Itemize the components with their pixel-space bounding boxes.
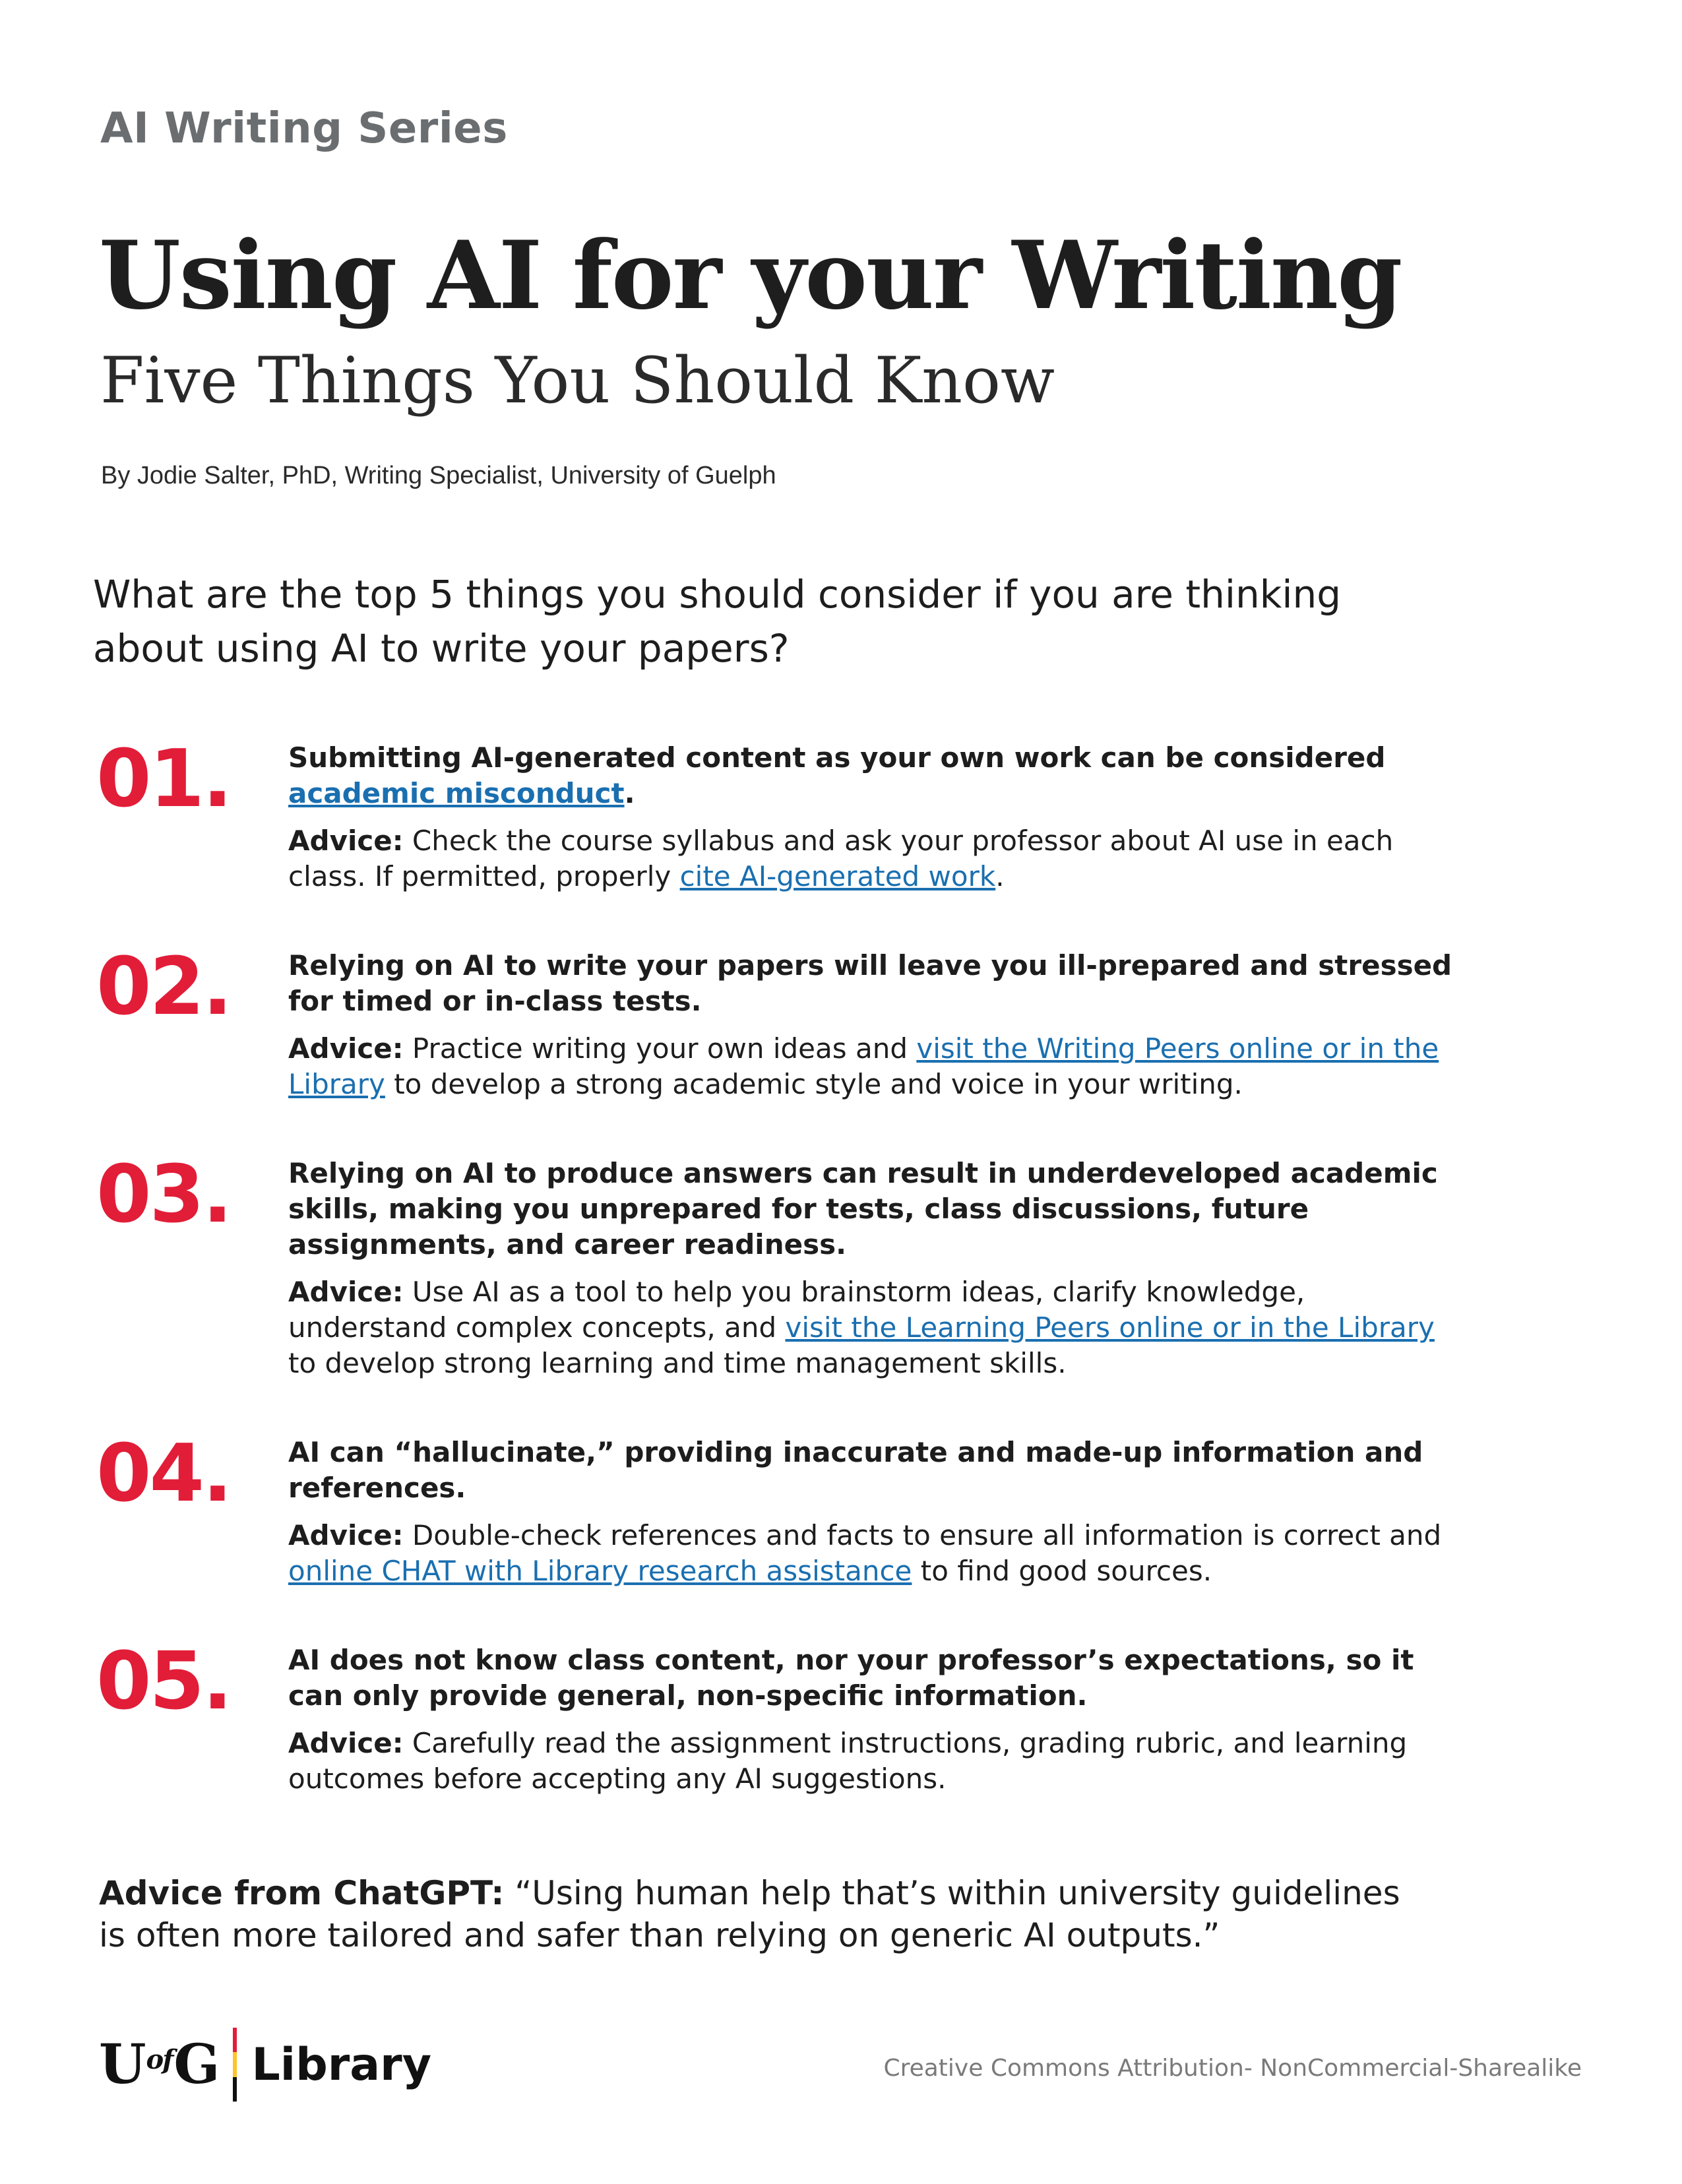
advice-text: Double-check references and facts to ensure all information is correct and xyxy=(403,1519,1442,1551)
uofg-wordmark xyxy=(99,2033,218,2096)
logo-divider xyxy=(233,2028,237,2102)
item-advice xyxy=(288,823,1462,894)
logo-of: of xyxy=(146,2044,173,2075)
advice-after: . xyxy=(995,860,1005,892)
quote-label: Advice from ChatGPT: xyxy=(99,1874,505,1912)
uofg-library-logo xyxy=(99,2025,431,2104)
item-point: Relying on AI to write your papers will leave you ill-prepared and stressed for timed or in-class tests. xyxy=(288,949,1452,1017)
item-point-text: Submitting AI-generated content as your own work can be considered xyxy=(288,741,1386,774)
intro-question: What are the top 5 things you should consider if you are thinking about using AI to write your papers? xyxy=(93,572,1342,671)
advice-label: Advice: xyxy=(288,825,404,857)
item-advice xyxy=(288,1031,1462,1102)
advice-label: Advice: xyxy=(288,1276,404,1308)
item-point: AI can “hallucinate,” providing inaccurate and made-up information and references. xyxy=(288,1436,1423,1504)
logo-g: G xyxy=(173,2033,219,2096)
item-advice xyxy=(288,1274,1462,1381)
logo-library-text: Library xyxy=(251,2038,432,2091)
advice-label: Advice: xyxy=(288,1032,404,1065)
learning-peers-link[interactable]: visit the Learning Peers online or in the Library xyxy=(785,1311,1435,1344)
series-label: AI Writing Series xyxy=(100,104,508,153)
advice-label: Advice: xyxy=(288,1519,404,1551)
item-number: 03. xyxy=(96,1149,231,1241)
byline: By Jodie Salter, PhD, Writing Specialist, University of Guelph xyxy=(101,462,776,489)
cite-ai-work-link[interactable]: cite AI-generated work xyxy=(679,860,996,892)
item-point xyxy=(288,740,1462,811)
item-point-after: . xyxy=(624,777,635,809)
item-number: 01. xyxy=(96,733,231,825)
advice-after: to find good sources. xyxy=(912,1555,1212,1587)
item-point: AI does not know class content, nor your professor’s expectations, so it can only provide general, non-specific information. xyxy=(288,1644,1414,1712)
page-subtitle: Five Things You Should Know xyxy=(100,344,1055,418)
advice-text: Carefully read the assignment instructions, grading rubric, and learning outcomes before accepting any AI suggestions. xyxy=(288,1727,1408,1795)
advice-label: Advice: xyxy=(288,1727,404,1759)
logo-u: U xyxy=(99,2033,145,2096)
item-point: Relying on AI to produce answers can result in underdeveloped academic skills, making you unprepared for tests, class discussions, future assignments, and career readiness. xyxy=(288,1157,1438,1261)
page-title: Using AI for your Writing xyxy=(99,221,1402,330)
advice-after: to develop strong learning and time management skills. xyxy=(288,1347,1067,1379)
academic-misconduct-link[interactable]: academic misconduct xyxy=(288,777,625,809)
advice-text: Use AI as a tool to help you brainstorm ideas, clarify knowledge, understand complex concepts, and xyxy=(288,1276,1305,1344)
advice-after: to develop a strong academic style and voice in your writing. xyxy=(385,1068,1243,1100)
advice-text: Check the course syllabus and ask your professor about AI use in each class. If permitted, properly xyxy=(288,825,1394,892)
advice-text: Practice writing your own ideas and xyxy=(403,1032,917,1065)
chatgpt-quote xyxy=(99,1872,1418,1956)
license-text: Creative Commons Attribution- NonCommercial-Sharealike xyxy=(883,2055,1582,2082)
item-number: 05. xyxy=(96,1636,231,1728)
item-number: 02. xyxy=(96,941,231,1033)
item-advice xyxy=(288,1726,1462,1797)
quote-text: “Using human help that’s within university guidelines is often more tailored and safer than relying on generic AI outputs.” xyxy=(99,1874,1400,1954)
writing-peers-link[interactable]: visit the Writing Peers online or in the Library xyxy=(288,1032,1439,1100)
library-chat-link[interactable]: online CHAT with Library research assistance xyxy=(288,1555,912,1587)
item-number: 04. xyxy=(96,1428,231,1520)
item-advice xyxy=(288,1518,1462,1589)
